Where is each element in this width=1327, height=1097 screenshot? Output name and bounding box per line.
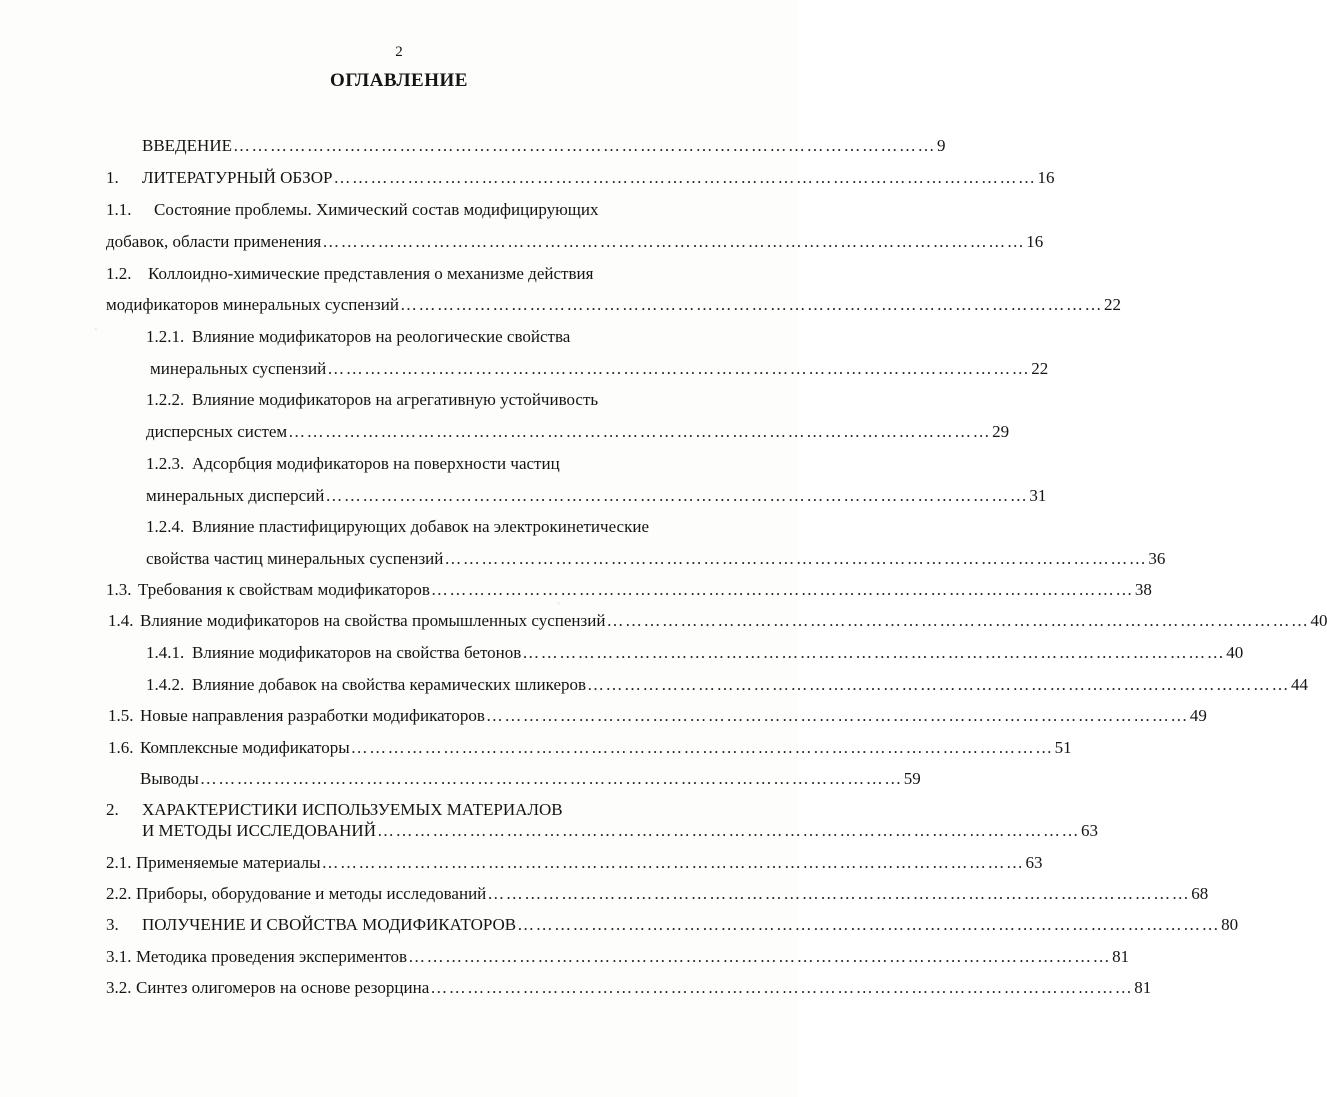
toc-title: добавок, области применения: [106, 232, 322, 251]
toc-leader: ……………………………………………………………………………………………………: [522, 643, 1226, 662]
toc-page: 31: [1029, 486, 1047, 505]
toc-number: 1.2.: [106, 264, 132, 283]
toc-leader: ……………………………………………………………………………………………………: [376, 821, 1080, 840]
toc-leader: ……………………………………………………………………………………………………: [333, 168, 1037, 187]
toc-leader: ……………………………………………………………………………………………………: [587, 675, 1291, 694]
toc-title: минеральных суспензий: [150, 359, 327, 378]
toc-page: 49: [1189, 706, 1207, 725]
toc-leader: ……………………………………………………………………………………………………: [517, 915, 1221, 934]
toc-entry-2-1[interactable]: [106, 851, 1043, 875]
toc-page: 38: [1134, 580, 1152, 599]
toc-entry-2-2[interactable]: [106, 882, 1209, 906]
toc-title: Выводы: [140, 769, 199, 788]
toc-title: Применяемые материалы: [136, 853, 321, 872]
page-number: 2: [395, 44, 403, 60]
toc-title: ХАРАКТЕРИСТИКИ ИСПОЛЬЗУЕМЫХ МАТЕРИАЛОВ: [142, 800, 563, 819]
toc-entry-1-4-1[interactable]: [146, 641, 1244, 665]
toc-entry-intro[interactable]: [142, 134, 946, 158]
toc-page: 22: [1103, 295, 1121, 314]
toc-entry-1-2-2-line2[interactable]: [146, 420, 1010, 444]
toc-page: 59: [903, 769, 921, 788]
toc-leader: ……………………………………………………………………………………………………: [606, 611, 1310, 630]
toc-number: 1.: [106, 168, 119, 187]
toc-leader: ……………………………………………………………………………………………………: [322, 232, 1026, 251]
toc-page: 22: [1031, 359, 1049, 378]
toc-leader: ……………………………………………………………………………………………………: [430, 580, 1134, 599]
toc-leader: ……………………………………………………………………………………………………: [485, 706, 1189, 725]
toc-number: 1.4.1.: [146, 643, 185, 662]
toc-entry-1-2-3-line2[interactable]: [146, 484, 1047, 508]
toc-page: 44: [1291, 675, 1309, 694]
toc-title: Методика проведения экспериментов: [136, 947, 408, 966]
toc-entry-1-2-4-line1[interactable]: [146, 515, 736, 539]
toc-entry-1-2-2-line1[interactable]: [146, 388, 736, 412]
toc-title: дисперсных систем: [146, 422, 288, 441]
toc-leader: ……………………………………………………………………………………………………: [325, 486, 1029, 505]
toc-entry-1-3[interactable]: [106, 578, 1152, 602]
page-title: ОГЛАВЛЕНИЕ: [330, 70, 468, 91]
toc-page: 81: [1112, 947, 1130, 966]
toc-entry-1-1-line1[interactable]: [106, 198, 736, 222]
toc-number: 1.2.3.: [146, 454, 185, 473]
toc-entry-conclusions[interactable]: [140, 767, 921, 791]
toc-entry-3-2[interactable]: [106, 976, 1152, 1000]
toc-entry-1-2-line1[interactable]: [106, 262, 736, 286]
toc-leader: ……………………………………………………………………………………………………: [232, 136, 936, 155]
toc-page: 63: [1080, 821, 1098, 840]
toc-entry-1-5[interactable]: [108, 704, 1207, 728]
toc-title: Состояние проблемы. Химический состав модифицирующих: [154, 200, 599, 219]
toc-entry-3-1[interactable]: [106, 945, 1130, 969]
toc-entry-1-2-line2[interactable]: [106, 293, 1121, 317]
toc-title: Приборы, оборудование и методы исследований: [136, 884, 487, 903]
toc-leader: ……………………………………………………………………………………………………: [444, 549, 1148, 568]
toc-number: 1.2.4.: [146, 517, 185, 536]
toc-page: 81: [1134, 978, 1152, 997]
toc-number: 1.2.2.: [146, 390, 185, 409]
toc-page: 36: [1148, 549, 1166, 568]
toc-entry-1-4-2[interactable]: [146, 673, 1309, 697]
toc-entry-1-2-4-line2[interactable]: [146, 547, 1166, 571]
toc-title: Требования к свойствам модификаторов: [138, 580, 430, 599]
toc-leader: ……………………………………………………………………………………………………: [408, 947, 1112, 966]
toc-title: минеральных дисперсий: [146, 486, 325, 505]
toc-title: Коллоидно-химические представления о механизме действия: [148, 264, 594, 283]
toc-number: 3.: [106, 915, 119, 934]
toc-number: 1.3.: [106, 580, 132, 599]
toc-entry-2-line2[interactable]: [142, 819, 1098, 843]
toc-entry-3[interactable]: [106, 913, 1239, 937]
toc-leader: ……………………………………………………………………………………………………: [350, 738, 1054, 757]
toc-title: Влияние модификаторов на свойства бетонов: [192, 643, 522, 662]
toc-entry-1-2-3-line1[interactable]: [146, 452, 736, 476]
toc-page: 68: [1191, 884, 1209, 903]
toc-title: модификаторов минеральных суспензий: [106, 295, 399, 314]
toc-page: 9: [936, 136, 946, 155]
toc-number: 3.2.: [106, 978, 132, 997]
toc-page: 40: [1226, 643, 1244, 662]
toc-number: 1.4.: [108, 611, 134, 630]
toc-leader: ……………………………………………………………………………………………………: [288, 422, 992, 441]
toc-title: Влияние пластифицирующих добавок на электрокинетические: [192, 517, 649, 536]
toc-number: 2.2.: [106, 884, 132, 903]
toc-number: 1.2.1.: [146, 327, 185, 346]
toc-leader: ……………………………………………………………………………………………………: [487, 884, 1191, 903]
toc-entry-1[interactable]: [106, 166, 1055, 190]
toc-page: 16: [1037, 168, 1055, 187]
toc-title: Синтез олигомеров на основе резорцина: [136, 978, 430, 997]
toc-title: Новые направления разработки модификаторов: [140, 706, 485, 725]
toc-leader: ……………………………………………………………………………………………………: [430, 978, 1134, 997]
toc-title: Адсорбция модификаторов на поверхности частиц: [192, 454, 560, 473]
toc-page: 80: [1221, 915, 1239, 934]
toc-title: Влияние модификаторов на реологические свойства: [192, 327, 571, 346]
toc-title: И МЕТОДЫ ИССЛЕДОВАНИЙ: [142, 821, 376, 840]
toc-leader: ……………………………………………………………………………………………………: [199, 769, 903, 788]
toc-number: 2.: [106, 800, 119, 819]
toc-page: 51: [1054, 738, 1072, 757]
toc-page: 29: [992, 422, 1010, 441]
toc-entry-1-2-1-line1[interactable]: [146, 325, 736, 349]
toc-title: Влияние добавок на свойства керамических шликеров: [192, 675, 587, 694]
toc-number: 3.1.: [106, 947, 132, 966]
toc-title: Комплексные модификаторы: [140, 738, 350, 757]
toc-title: ВВЕДЕНИЕ: [142, 136, 232, 155]
toc-leader: ……………………………………………………………………………………………………: [327, 359, 1031, 378]
toc-title: Влияние модификаторов на агрегативную устойчивость: [192, 390, 599, 409]
toc-number: 1.4.2.: [146, 675, 185, 694]
toc-page: 40: [1310, 611, 1327, 630]
toc-leader: ……………………………………………………………………………………………………: [399, 295, 1103, 314]
toc-title: свойства частиц минеральных суспензий: [146, 549, 444, 568]
toc-number: 1.1.: [106, 200, 132, 219]
toc-entry-1-6[interactable]: [108, 736, 1072, 760]
toc-leader: ……………………………………………………………………………………………………: [321, 853, 1025, 872]
toc-entry-1-2-1-line2[interactable]: [150, 357, 1049, 381]
toc-title: Влияние модификаторов на свойства промышленных суспензий: [140, 611, 606, 630]
toc-entry-1-4[interactable]: [108, 609, 1327, 633]
toc-number: 1.6.: [108, 738, 134, 757]
toc-title: ПОЛУЧЕНИЕ И СВОЙСТВА МОДИФИКАТОРОВ: [142, 915, 517, 934]
toc-number: 1.5.: [108, 706, 134, 725]
toc-page: 16: [1026, 232, 1044, 251]
toc-page: 63: [1025, 853, 1043, 872]
toc-entry-1-1-line2[interactable]: [106, 230, 1044, 254]
toc-number: 2.1.: [106, 853, 132, 872]
toc-title: ЛИТЕРАТУРНЫЙ ОБЗОР: [142, 168, 333, 187]
